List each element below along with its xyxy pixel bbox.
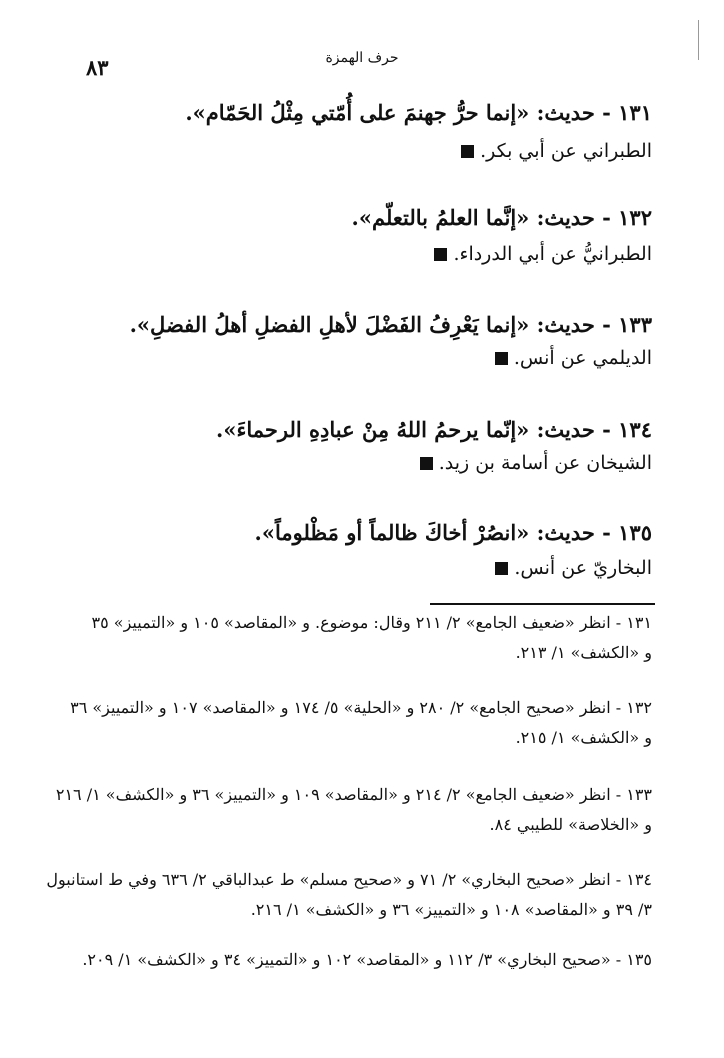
footnote-134-line-1: ١٣٤ - انظر «صحيح البخاري» ٢/ ٧١ و «صحيح مسلم» ط عبدالباقي ٢/ ٦٣٦ وفي ط استانبول [46,870,652,889]
hadith-131-text: ١٣١ - حديث: «إنما حرُّ جهنمَ على أُمّتي مِثْلُ الحَمّام». [185,100,652,125]
hadith-134-source [420,452,652,474]
hadith-131-source-text: الطبراني عن أبي بكر. [480,140,652,162]
running-header: حرف الهمزة [325,50,399,66]
hadith-135-source [495,557,652,579]
footnote-131-line-2: و «الكشف» ١/ ٢١٣. [515,643,652,662]
footnote-132 [70,693,652,753]
footnote-135 [82,945,652,975]
footnote-134-line-2: ٣/ ٣٩ و «المقاصد» ١٠٨ و «التمييز» ٣٦ و «الكشف» ١/ ٢١٦. [250,900,652,919]
footnote-133 [56,780,652,840]
hadith-134-source-text: الشيخان عن أسامة بن زيد. [438,452,652,474]
hadith-132-source-text: الطبرانيُّ عن أبي الدرداء. [453,243,652,265]
hadith-133-source-text: الديلمي عن أنس. [513,347,652,369]
hadith-133-source [495,347,652,369]
margin-rule [698,20,699,60]
hadith-134-text: ١٣٤ - حديث: «إنّما يرحمُ اللهُ مِنْ عبادِهِ الرحماءَ». [216,417,652,442]
hadith-132-text: ١٣٢ - حديث: «إنَّما العلمُ بالتعلّم». [351,205,652,230]
footnote-133-line-1: ١٣٣ - انظر «ضعيف الجامع» ٢/ ٢١٤ و «المقاصد» ١٠٩ و «التمييز» ٣٦ و «الكشف» ١/ ٢١٦ [55,785,652,804]
footnote-134 [46,865,652,925]
end-mark-icon [420,457,433,470]
end-mark-icon [461,145,474,158]
hadith-131-source [461,140,652,162]
footnote-135-line-1: ١٣٥ - «صحيح البخاري» ٣/ ١١٢ و «المقاصد» ١٠٢ و «التمييز» ٣٤ و «الكشف» ١/ ٢٠٩. [82,950,652,969]
end-mark-icon [434,248,447,261]
end-mark-icon [495,562,508,575]
hadith-133-text: ١٣٣ - حديث: «إنما يَعْرِفُ الفَضْلَ لأهلِ الفضلِ أهلُ الفضلِ». [129,312,652,337]
footnote-separator [430,603,655,605]
footnote-132-line-1: ١٣٢ - انظر «صحيح الجامع» ٢/ ٢٨٠ و «الحلية» ٥/ ١٧٤ و «المقاصد» ١٠٧ و «التمييز» ٣٦ [70,698,652,717]
footnote-131 [92,608,652,668]
end-mark-icon [495,352,508,365]
footnote-133-line-2: و «الخلاصة» للطيبي ٨٤. [489,815,652,834]
footnote-131-line-1: ١٣١ - انظر «ضعيف الجامع» ٢/ ٢١١ وقال: موضوع. و «المقاصد» ١٠٥ و «التمييز» ٣٥ [91,613,652,632]
hadith-132-source [434,243,652,265]
footnote-132-line-2: و «الكشف» ١/ ٢١٥. [515,728,652,747]
page-number: ٨٣ [86,55,109,80]
hadith-135-text: ١٣٥ - حديث: «انصُرْ أخاكَ ظالماً أو مَظْلوماً». [254,520,652,545]
hadith-135-source-text: البخاريّ عن أنس. [514,557,652,579]
